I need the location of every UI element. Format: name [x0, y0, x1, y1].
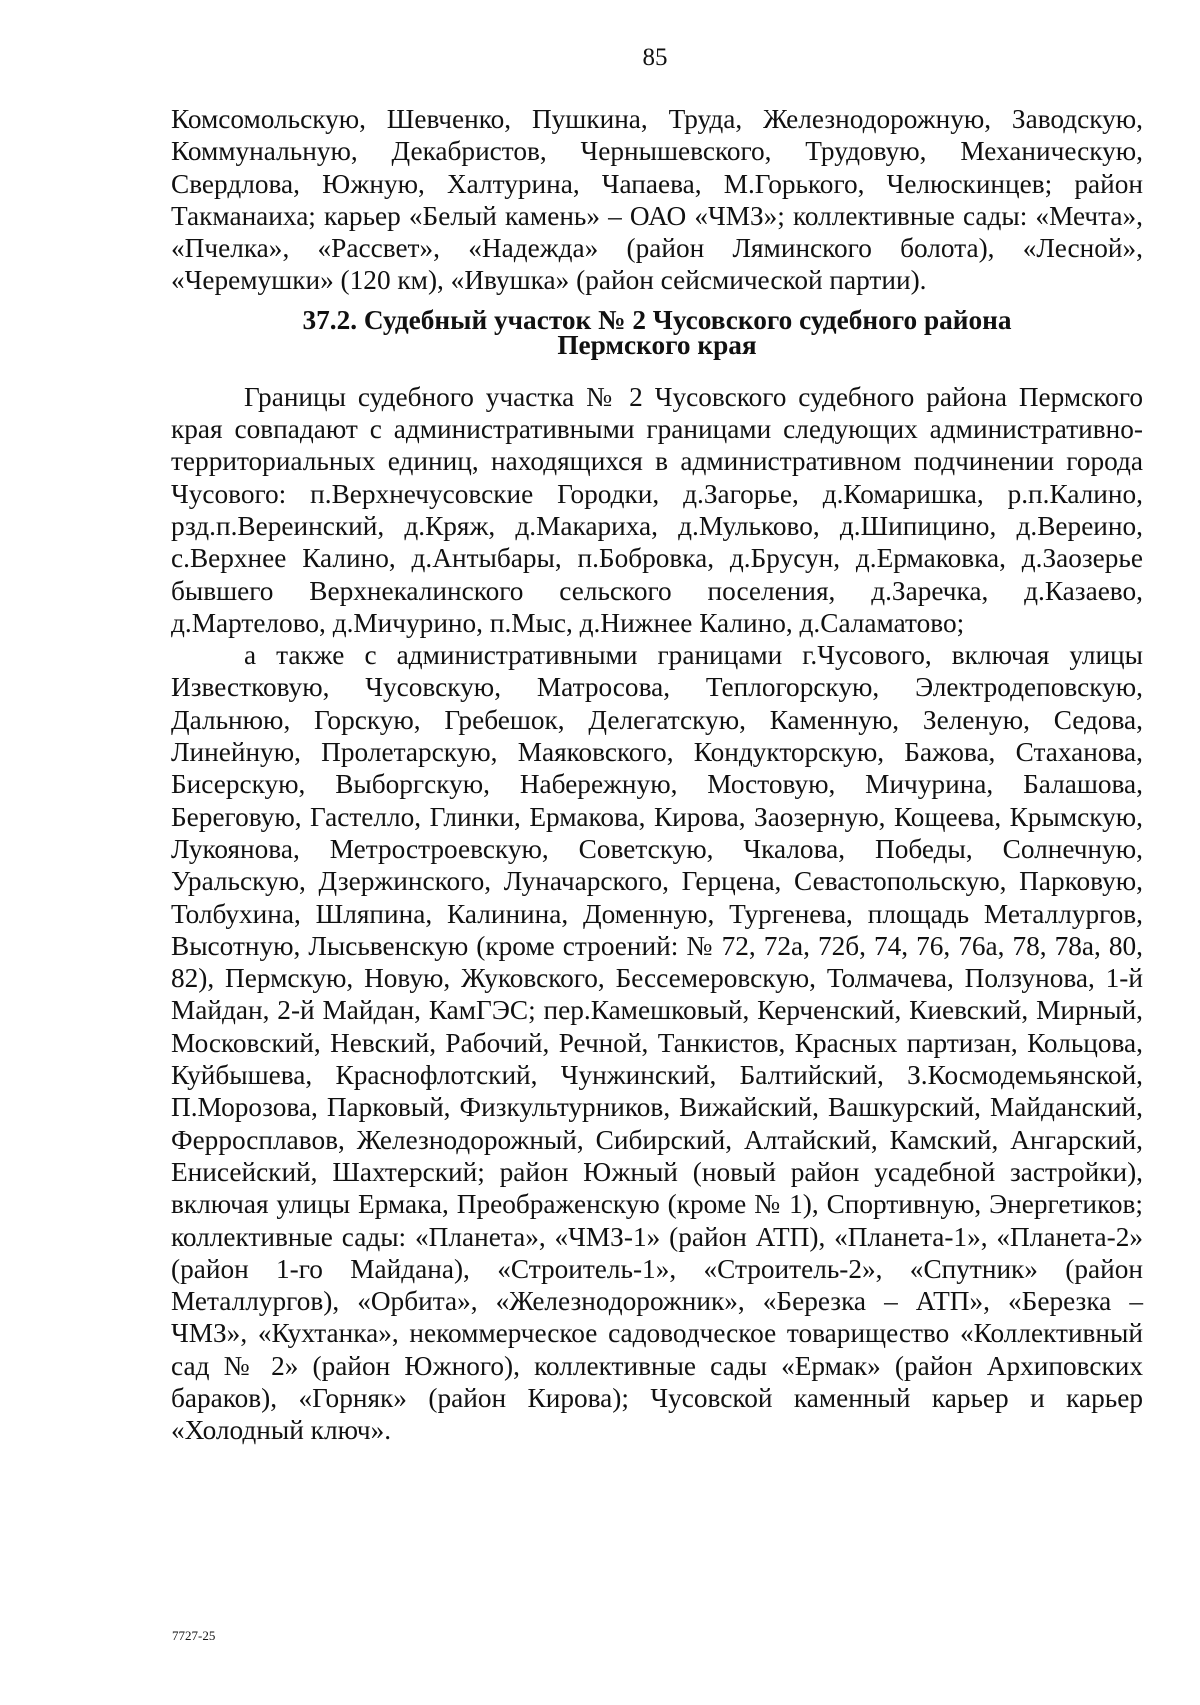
section-heading-line2: Пермского края — [557, 329, 757, 360]
section-heading — [171, 304, 1143, 360]
previous-section-continuation: Комсомольскую, Шевченко, Пушкина, Труда, Железнодорожную, Заводскую, Коммунальную, Декабристов, Чернышевского, Трудовую, Механическую, Свердлова, Южную, Халтурина, Чапаева, М.Горького, Челюскинцев; район Такманаиха; карьер «Белый камень» – ОАО «ЧМЗ»; коллективные сады: «Мечта», «Пчелка», «Рассвет», «Надежда» (район Ляминского болота), «Лесной», «Черемушки» (120 км), «Ивушка» (район сейсмической партии). — [171, 104, 1143, 296]
document-body — [171, 103, 1143, 1447]
boundaries-paragraph: Границы судебного участка № 2 Чусовского судебного района Пермского края совпадают с административными границами следующих административно-территориальных единиц, находящихся в административном подчинении города Чусового: п.Верхнечусовские Городки, д.Загорье, д.Комаришка, р.п.Калино, рзд.п.Вереинский, д.Кряж, д.Макариха, д.Мульково, д.Шипицино, д.Вереино, с.Верхнее Калино, д.Антыбары, п.Бобровка, д.Брусун, д.Ермаковка, д.Заозерье бывшего Верхнекалинского сельского поселения, д.Заречка, д.Казаево, д.Мартелово, д.Мичурино, п.Мыс, д.Нижнее Калино, д.Саламатово; — [171, 381, 1143, 638]
city-streets-paragraph: а также с административными границами г.Чусового, включая улицы Известковую, Чусовскую, Матросова, Теплогорскую, Электродеповскую, Дальнюю, Горскую, Гребешок, Делегатскую, Каменную, Зеленую, Седова, Линейную, Пролетарскую, Маяковского, Кондукторскую, Бажова, Стаханова, Бисерскую, Выборгскую, Набережную, Мостовую, Мичурина, Балашова, Береговую, Гастелло, Глинки, Ермакова, Кирова, Заозерную, Кощеева, Крымскую, Лукоянова, Метростроевскую, Советскую, Чкалова, Победы, Солнечную, Уральскую, Дзержинского, Луначарского, Герцена, Севастопольскую, Парковую, Толбухина, Шляпина, Калинина, Доменную, Тургенева, площадь Металлургов, Высотную, Лысьвенскую (кроме строений: № 72, 72а, 72б, 74, 76, 76а, 78, 78а, 80, 82), Пермскую, Новую, Жуковского, Бессемеровскую, Толмачева, Ползунова, 1-й Майдан, 2-й Майдан, КамГЭС; пер.Камешковый, Керченский, Киевский, Мирный, Московский, Невский, Рабочий, Речной, Танкистов, Красных партизан, Кольцова, Куйбышева, Краснофлотский, Чунжинский, Балтийский, З.Космодемьянской, П.Морозова, Парковый, Физкультурников, Вижайский, Вашкурский, Майданский, Ферросплавов, Железнодорожный, Сибирский, Алтайский, Камский, Ангарский, Енисейский, Шахтерский; район Южный (новый район усадебной застройки), включая улицы Ермака, Преображенскую (кроме № 1), Спортивную, Энергетиков; коллективные сады: «Планета», «ЧМЗ-1» (район АТП), «Планета-1», «Планета-2» (район 1-го Майдана), «Строитель-1», «Строитель-2», «Спутник» (район Металлургов), «Орбита», «Железнодорожник», «Березка – АТП», «Березка – ЧМЗ», «Кухтанка», некоммерческое садоводческое товарищество «Коллективный сад № 2» (район Южного), коллективные сады «Ермак» (район Архиповских бараков), «Горняк» (район Кирова); Чусовской каменный карьер и карьер «Холодный ключ». — [171, 640, 1143, 1446]
page-number: 85 — [642, 44, 668, 71]
document-code: 7727-25 — [172, 1628, 216, 1643]
section-heading-line1: 37.2. Судебный участок № 2 Чусовского судебного района — [302, 304, 1012, 335]
